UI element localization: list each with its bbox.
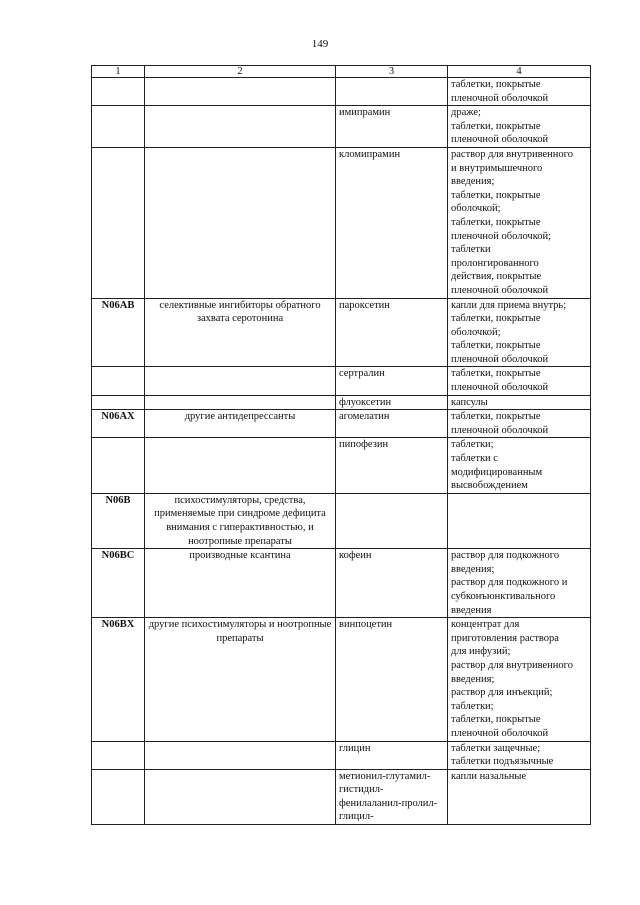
- group-name-cell: [145, 741, 336, 769]
- column-header: 3: [336, 66, 448, 78]
- dosage-form-line: драже;: [451, 107, 481, 119]
- dosage-form-line: введения;: [451, 563, 495, 575]
- drug-name-cell: винпоцетин: [336, 618, 448, 741]
- dosage-form-cell: [448, 298, 591, 367]
- table-row: [92, 769, 591, 824]
- group-name-cell: [145, 438, 336, 493]
- group-name-cell: [145, 147, 336, 298]
- table-body: [92, 78, 591, 825]
- dosage-form-line: таблетки, покрытые: [451, 368, 541, 380]
- dosage-form-line: введения;: [451, 673, 495, 685]
- table-row: [92, 78, 591, 106]
- dosage-form-line: пролонгированного: [451, 257, 539, 269]
- dosage-form-cell: [448, 618, 591, 741]
- table-row: [92, 147, 591, 298]
- dosage-form-line: капли назальные: [451, 770, 527, 782]
- dosage-form-line: таблетки, покрытые: [451, 189, 541, 201]
- dosage-form-line: таблетки;: [451, 439, 494, 451]
- dosage-form-line: оболочкой;: [451, 203, 501, 215]
- dosage-form-line: пленочной оболочкой: [451, 424, 549, 436]
- dosage-form-line: пленочной оболочкой;: [451, 230, 552, 242]
- atc-code-cell: N06BC: [92, 549, 145, 618]
- drug-name-cell: флуоксетин: [336, 395, 448, 410]
- atc-code-cell: N06AB: [92, 298, 145, 367]
- atc-code-cell: [92, 367, 145, 395]
- drug-name-cell: [336, 78, 448, 106]
- dosage-form-line: пленочной оболочкой: [451, 284, 549, 296]
- drug-table: [91, 65, 591, 825]
- drug-name-cell: глицин: [336, 741, 448, 769]
- group-name-cell: другие психостимуляторы и ноотропные препараты: [145, 618, 336, 741]
- drug-name-cell: агомелатин: [336, 410, 448, 438]
- drug-name-cell: [336, 493, 448, 548]
- dosage-form-cell: [448, 741, 591, 769]
- group-name-cell: психостимуляторы, средства, применяемые при синдроме дефицита внимания с гиперактивностью, и ноотропные препараты: [145, 493, 336, 548]
- dosage-form-line: таблетки, покрытые: [451, 79, 541, 90]
- dosage-form-line: действия, покрытые: [451, 271, 542, 283]
- dosage-form-line: раствор для подкожного и: [451, 577, 568, 589]
- dosage-form-line: пленочной оболочкой: [451, 382, 549, 394]
- table-row: [92, 367, 591, 395]
- dosage-form-line: введения;: [451, 176, 495, 188]
- dosage-form-cell: [448, 147, 591, 298]
- group-name-cell: [145, 78, 336, 106]
- dosage-form-line: раствор для внутривенного: [451, 659, 573, 671]
- dosage-form-line: таблетки подъязычные: [451, 756, 554, 768]
- dosage-form-line: введения: [451, 604, 492, 616]
- group-name-cell: [145, 769, 336, 824]
- drug-name-cell: пипофезин: [336, 438, 448, 493]
- drug-name-cell: кломипрамин: [336, 147, 448, 298]
- dosage-form-line: пленочной оболочкой: [451, 727, 549, 739]
- table-row: [92, 438, 591, 493]
- dosage-form-line: капсулы: [451, 396, 488, 408]
- drug-name-cell: пароксетин: [336, 298, 448, 367]
- atc-code-cell: [92, 78, 145, 106]
- drug-name-cell: имипрамин: [336, 106, 448, 148]
- dosage-form-line: раствор для внутривенного: [451, 148, 573, 160]
- dosage-form-line: таблетки, покрытые: [451, 340, 541, 352]
- page-number: 149: [311, 38, 329, 50]
- table-header-row: [92, 66, 591, 78]
- dosage-form-line: таблетки, покрытые: [451, 313, 541, 325]
- atc-code-cell: [92, 147, 145, 298]
- dosage-form-line: для инфузий;: [451, 646, 511, 658]
- column-header: 4: [448, 66, 591, 78]
- dosage-form-line: и внутримышечного: [451, 162, 543, 174]
- dosage-form-line: таблетки, покрытые: [451, 714, 541, 726]
- atc-code-cell: [92, 769, 145, 824]
- atc-code-cell: N06AX: [92, 410, 145, 438]
- dosage-form-cell: [448, 438, 591, 493]
- column-header: 1: [92, 66, 145, 78]
- group-name-cell: производные ксантина: [145, 549, 336, 618]
- group-name-cell: [145, 106, 336, 148]
- dosage-form-line: таблетки, покрытые: [451, 411, 541, 423]
- dosage-form-line: раствор для подкожного: [451, 550, 560, 562]
- dosage-form-line: таблетки с: [451, 453, 498, 465]
- atc-code-cell: [92, 395, 145, 410]
- group-name-cell: [145, 367, 336, 395]
- dosage-form-line: таблетки, покрытые: [451, 120, 541, 132]
- dosage-form-line: таблетки защечные;: [451, 742, 541, 754]
- group-name-cell: другие антидепрессанты: [145, 410, 336, 438]
- dosage-form-cell: [448, 410, 591, 438]
- atc-code-cell: [92, 741, 145, 769]
- table-row: [92, 741, 591, 769]
- dosage-form-line: оболочкой;: [451, 326, 501, 338]
- dosage-form-line: пленочной оболочкой: [451, 92, 549, 104]
- dosage-form-line: пленочной оболочкой: [451, 353, 549, 365]
- dosage-form-line: модифицированным: [451, 466, 543, 478]
- table-row: [92, 106, 591, 148]
- dosage-form-line: пленочной оболочкой: [451, 134, 549, 146]
- table-row: [92, 395, 591, 410]
- table-row: [92, 549, 591, 618]
- dosage-form-cell: [448, 549, 591, 618]
- dosage-form-line: раствор для инъекций;: [451, 687, 553, 699]
- table-row: [92, 298, 591, 367]
- table-row: [92, 493, 591, 548]
- dosage-form-line: таблетки: [451, 244, 491, 256]
- dosage-form-line: высвобождением: [451, 480, 528, 492]
- drug-name-cell: сертралин: [336, 367, 448, 395]
- dosage-form-line: концентрат для: [451, 619, 520, 631]
- dosage-form-cell: [448, 78, 591, 106]
- group-name-cell: [145, 395, 336, 410]
- dosage-form-line: приготовления раствора: [451, 632, 559, 644]
- group-name-cell: селективные ингибиторы обратного захвата серотонина: [145, 298, 336, 367]
- drug-name-cell: метионил-глутамил-гистидил-фенилаланил-пролил-глицил-: [336, 769, 448, 824]
- dosage-form-cell: [448, 493, 591, 548]
- table-row: [92, 410, 591, 438]
- dosage-form-line: капли для приема внутрь;: [451, 299, 567, 311]
- column-header: 2: [145, 66, 336, 78]
- dosage-form-cell: [448, 769, 591, 824]
- dosage-form-cell: [448, 367, 591, 395]
- atc-code-cell: N06BX: [92, 618, 145, 741]
- atc-code-cell: [92, 438, 145, 493]
- atc-code-cell: [92, 106, 145, 148]
- dosage-form-cell: [448, 395, 591, 410]
- drug-name-cell: кофеин: [336, 549, 448, 618]
- table-row: [92, 618, 591, 741]
- dosage-form-line: субконъюнктивального: [451, 590, 556, 602]
- atc-code-cell: N06B: [92, 493, 145, 548]
- dosage-form-cell: [448, 106, 591, 148]
- dosage-form-line: таблетки;: [451, 700, 494, 712]
- dosage-form-line: таблетки, покрытые: [451, 216, 541, 228]
